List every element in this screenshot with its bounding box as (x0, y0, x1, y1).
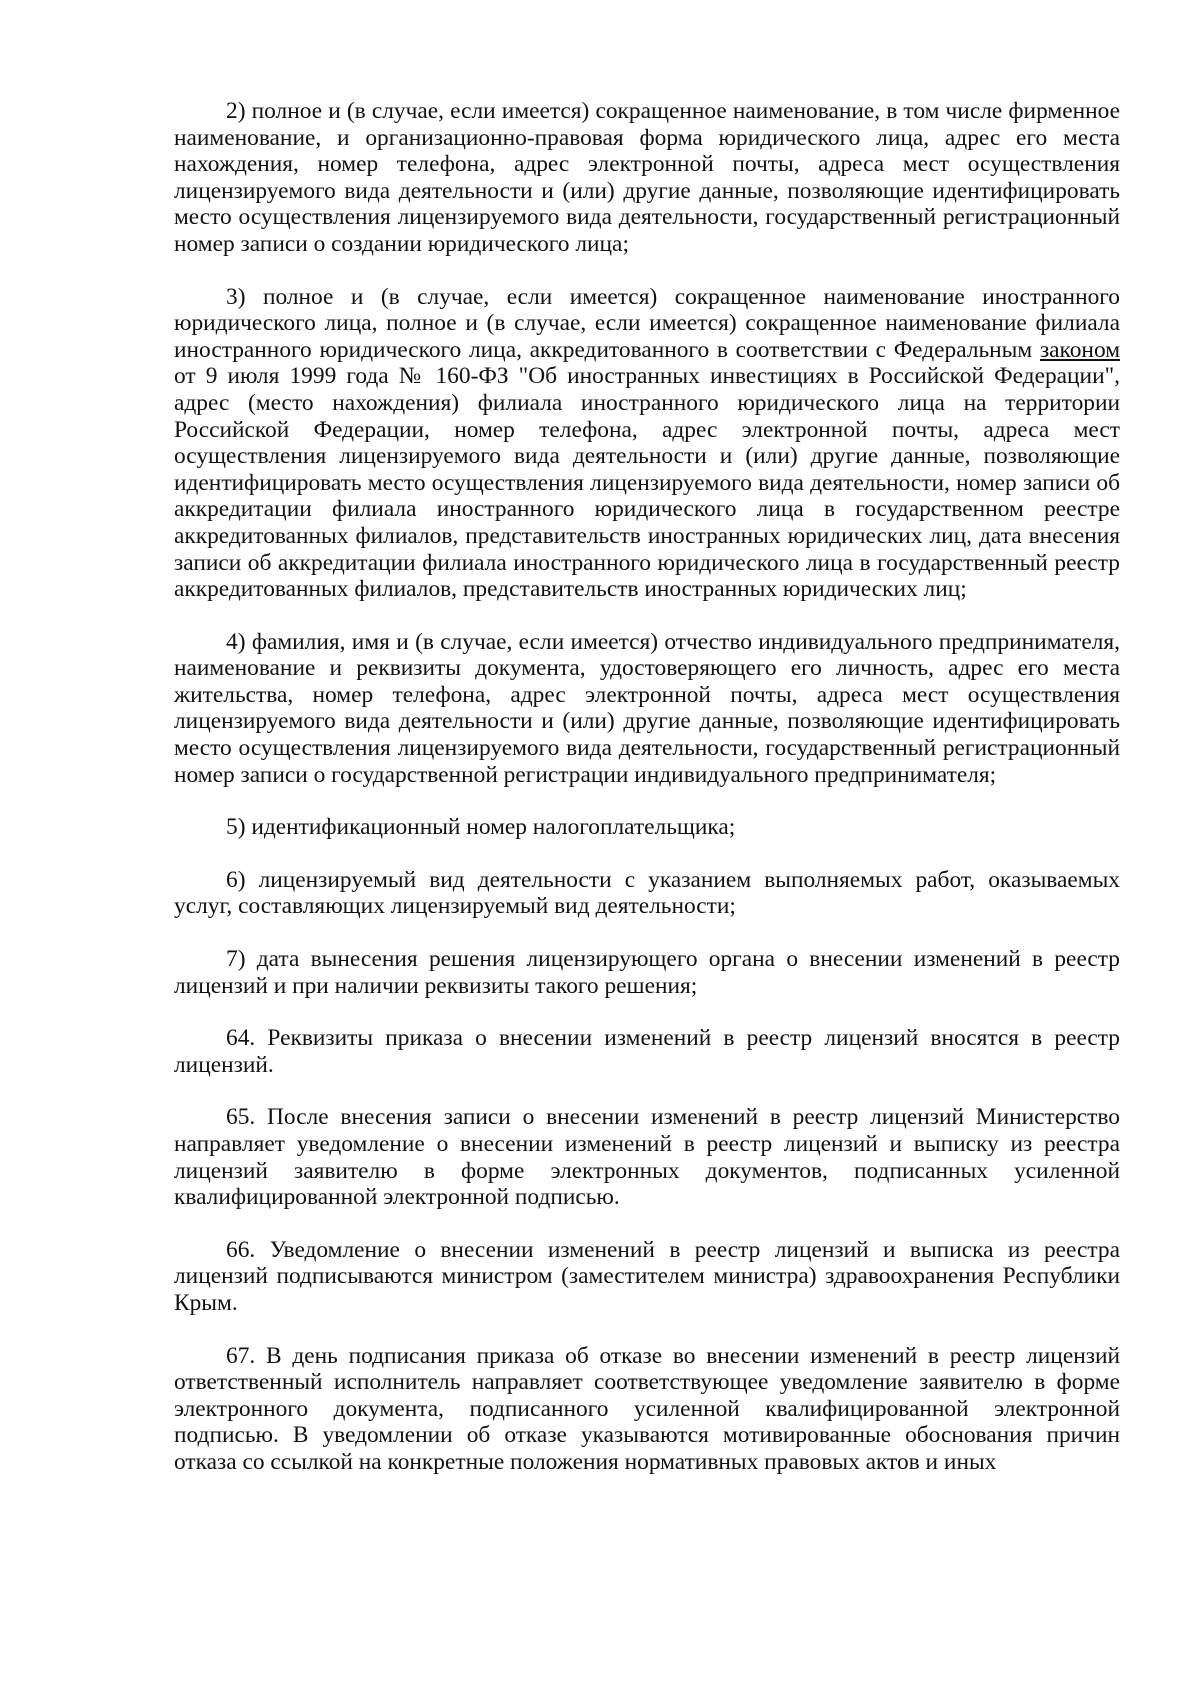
paragraph-text: 3) полное и (в случае, если имеется) сокращенное наименование иностранного юридического лица, полное и (в случае, если имеется) сокращенное наименование филиала иностранного юридического лица, аккредитованного в соответствии с Федеральным (174, 283, 1120, 363)
paragraph-66: 66. Уведомление о внесении изменений в реестр лицензий и выписка из реестра лицензий подписываются министром (заместителем министра) здравоохранения Республики Крым. (174, 1236, 1120, 1316)
paragraph-item-4: 4) фамилия, имя и (в случае, если имеется) отчество индивидуального предпринимателя, наименование и реквизиты документа, удостоверяющего его личность, адрес его места жительства, номер телефона, адрес электронной почты, адреса мест осуществления лицензируемого вида деятельности и (или) другие данные, позволяющие идентифицировать место осуществления лицензируемого вида деятельности, государственный регистрационный номер записи о государственной регистрации индивидуального предпринимателя; (174, 628, 1120, 788)
paragraph-item-5: 5) идентификационный номер налогоплательщика; (226, 814, 736, 841)
document-page (174, 98, 1120, 1476)
federal-law-link[interactable]: законом (1039, 336, 1120, 363)
paragraph-65: 65. После внесения записи о внесении изменений в реестр лицензий Министерство направляет уведомление о внесении изменений в реестр лицензий и выписку из реестра лицензий заявителю в форме электронных документов, подписанных усиленной квалифицированной электронной подписью. (174, 1104, 1120, 1211)
paragraph-item-2: 2) полное и (в случае, если имеется) сокращенное наименование, в том числе фирменное наименование, и организационно-правовая форма юридического лица, адрес его места нахождения, номер телефона, адрес электронной почты, адреса мест осуществления лицензируемого вида деятельности и (или) другие данные, позволяющие идентифицировать место осуществления лицензируемого вида деятельности, государственный регистрационный номер записи о создании юридического лица; (174, 98, 1120, 257)
paragraph-text: от 9 июля 1999 года № 160-ФЗ "Об иностранных инвестициях в Российской Федерации", адрес (место нахождения) филиала иностранного юридического лица на территории Российской Федерации, номер телефона, адрес электронной почты, адреса мест осуществления лицензируемого вида деятельности и (или) другие данные, позволяющие идентифицировать место осуществления лицензируемого вида деятельности, номер записи об аккредитации филиала иностранного юридического лица в государственном реестре аккредитованных филиалов, представительств иностранных юридических лиц, дата внесения записи об аккредитации филиала иностранного юридического лица в государственный реестр аккредитованных филиалов, представительств иностранных юридических лиц; (174, 363, 1120, 603)
paragraph-64: 64. Реквизиты приказа о внесении изменений в реестр лицензий вносятся в реестр лицензий. (174, 1025, 1120, 1078)
paragraph-67: 67. В день подписания приказа об отказе во внесении изменений в реестр лицензий ответственный исполнитель направляет соответствующее уведомление заявителю в форме электронного документа, подписанного усиленной квалифицированной электронной подписью. В уведомлении об отказе указываются мотивированные обоснования причин отказа со ссылкой на конкретные положения нормативных правовых актов и иных (174, 1342, 1120, 1475)
paragraph-item-3 (174, 284, 1120, 603)
paragraph-item-7: 7) дата вынесения решения лицензирующего органа о внесении изменений в реестр лицензий и при наличии реквизиты такого решения; (174, 946, 1120, 999)
paragraph-item-6: 6) лицензируемый вид деятельности с указанием выполняемых работ, оказываемых услуг, составляющих лицензируемый вид деятельности; (174, 866, 1120, 920)
